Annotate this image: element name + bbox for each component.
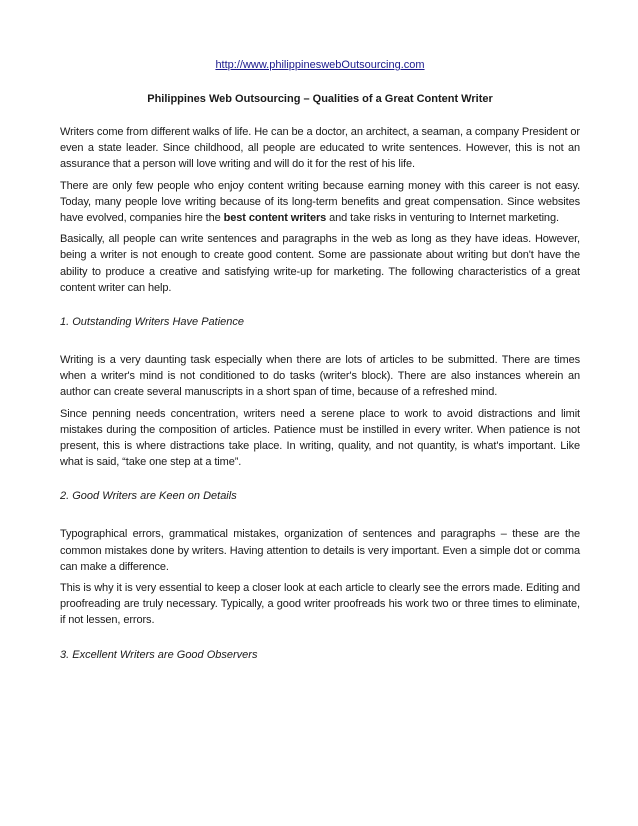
best-content-writers-keyword: best content writers bbox=[223, 212, 327, 225]
source-url-link[interactable]: http://www.philippineswebOutsourcing.com bbox=[215, 59, 425, 71]
intro-paragraph-2-start: There are only few people who enjoy content writing because earning money with this career is not easy. Today, many people love writing because of its long-term benefits and great compensation. Since websites have evolved, companies hire the bbox=[60, 179, 580, 225]
details-paragraph-1: Typographical errors, grammatical mistakes, organization of sentences and paragraphs – these are the common mistakes done by writers. Having attention to details is very important. Even a simple dot or comma can make a difference. bbox=[60, 528, 580, 573]
details-paragraph-2: This is why it is very essential to keep a closer look at each article to clearly see the errors made. Editing and proofreading are truly necessary. Typically, a good writer proofreads his work two or three times to eliminate, if not lessen, errors. bbox=[60, 582, 580, 627]
document-body bbox=[60, 124, 580, 663]
intro-paragraph-3: Basically, all people can write sentences and paragraphs in the web as long as they have ideas. However, being a writer is not enough to create good content. Some are passionate about writing but don't have the ability to produce a creative and satisfying write-up for marketing. The following characteristics of a great content writer can help. bbox=[60, 233, 580, 294]
section-heading-details: 2. Good Writers are Keen on Details bbox=[60, 490, 237, 503]
intro-paragraph-2 bbox=[60, 178, 580, 227]
intro-paragraph-2-end: and take risks in venturing to Internet marketing. bbox=[326, 212, 559, 225]
intro-paragraph-1: Writers come from different walks of life. He can be a doctor, an architect, a seaman, a company President or even a state leader. Since childhood, all people are educated to write sentences. However, this is not an assurance that a person will love writing and will do it for the rest of his life. bbox=[60, 126, 580, 171]
patience-paragraph-1: Writing is a very daunting task especially when there are lots of articles to be submitted. There are times when a writer's mind is not conditioned to do tasks (writer's block). There are also instances wherein an author can create several manuscripts in a short span of time, because of a refreshed mind. bbox=[60, 354, 580, 399]
patience-paragraph-2: Since penning needs concentration, writers need a serene place to work to avoid distractions and limit mistakes during the composition of articles. Patience must be instilled in every writer. When patience is not present, this is where distractions take place. In writing, quality, and not quantity, is what's important. Like what is said, “take one step at a time”. bbox=[60, 407, 580, 469]
section-heading-observers: 3. Excellent Writers are Good Observers bbox=[60, 648, 258, 661]
document-title: Philippines Web Outsourcing – Qualities of a Great Content Writer bbox=[147, 93, 493, 105]
section-heading-patience: 1. Outstanding Writers Have Patience bbox=[60, 316, 245, 329]
source-url-line bbox=[60, 58, 580, 73]
